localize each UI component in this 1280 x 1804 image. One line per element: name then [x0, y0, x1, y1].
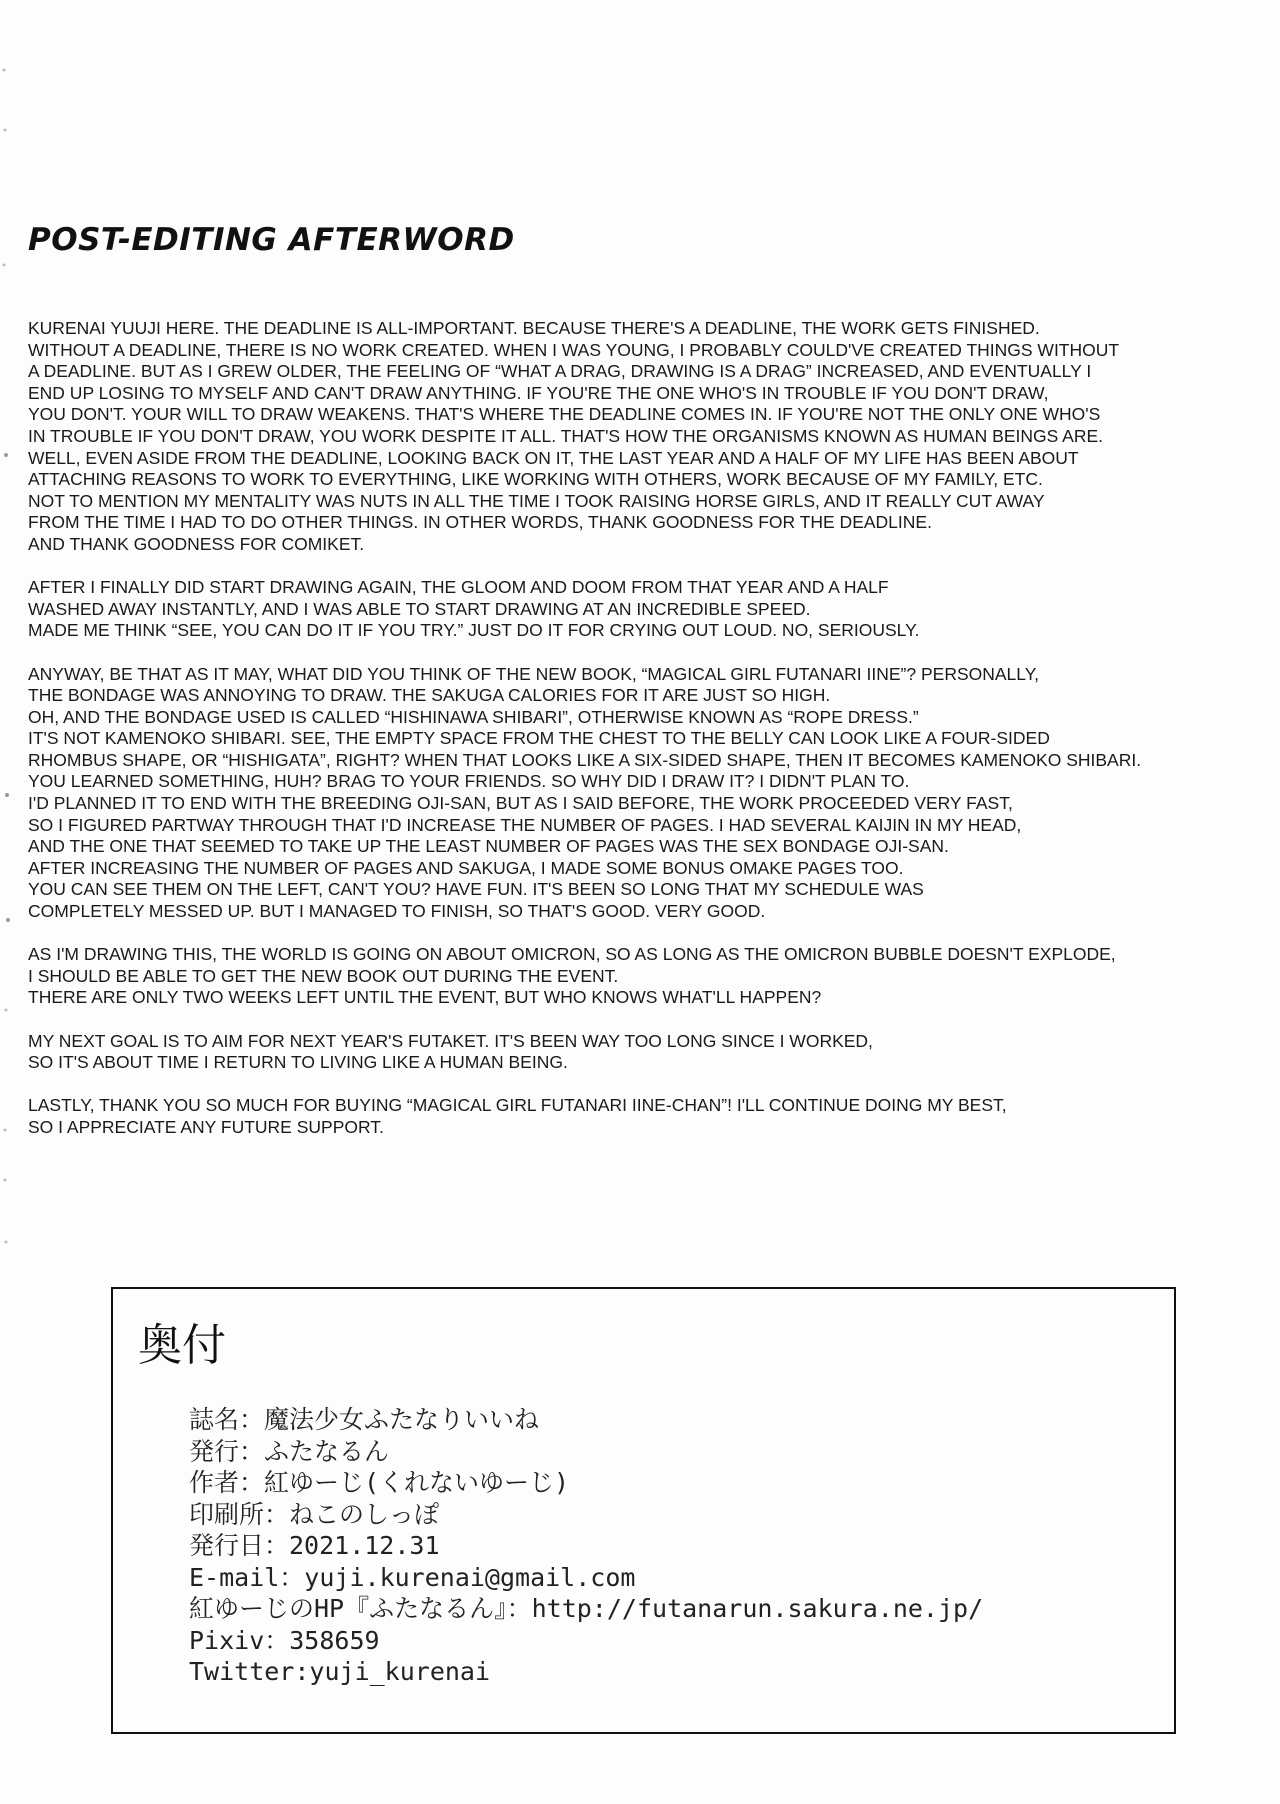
text-line: I SHOULD BE ABLE TO GET THE NEW BOOK OUT DURING THE EVENT.: [28, 965, 619, 986]
text-line: AND THE ONE THAT SEEMED TO TAKE UP THE LEAST NUMBER OF PAGES WAS THE SEX BONDAGE OJI-SAN.: [28, 836, 949, 857]
colophon-title-line: 誌名：魔法少女ふたなりいいね: [189, 1405, 540, 1434]
margin-specks: [0, 0, 20, 1804]
text-line: IN TROUBLE IF YOU DON'T DRAW, YOU WORK DESPITE IT ALL. THAT'S HOW THE ORGANISMS KNOWN AS HUMAN BEINGS ARE.: [28, 425, 1104, 446]
colophon-box: [111, 1287, 1176, 1734]
text-line: ATTACHING REASONS TO WORK TO EVERYTHING, LIKE WORKING WITH OTHERS, WORK BECAUSE OF MY FAMILY, ETC.: [28, 469, 1043, 490]
afterword-paragraph-5: [28, 1031, 1253, 1074]
text-line: COMPLETELY MESSED UP. BUT I MANAGED TO FINISH, SO THAT'S GOOD. VERY GOOD.: [28, 901, 766, 922]
afterword-title: POST-EDITING AFTERWORD: [28, 222, 515, 258]
afterword-paragraph-6: [28, 1095, 1253, 1138]
text-line: WASHED AWAY INSTANTLY, AND I WAS ABLE TO START DRAWING AT AN INCREDIBLE SPEED.: [28, 598, 811, 619]
text-line: A DEADLINE. BUT AS I GREW OLDER, THE FEELING OF “WHAT A DRAG, DRAWING IS A DRAG” INCREASED, AND EVENTUALLY I: [28, 361, 1092, 382]
text-line: YOU DON'T. YOUR WILL TO DRAW WEAKENS. THAT'S WHERE THE DEADLINE COMES IN. IF YOU'RE NOT THE ONLY ONE WHO'S: [28, 404, 1101, 425]
text-line: SO I FIGURED PARTWAY THROUGH THAT I'D INCREASE THE NUMBER OF PAGES. I HAD SEVERAL KAIJIN IN MY HEAD,: [28, 814, 1022, 835]
text-line: NOT TO MENTION MY MENTALITY WAS NUTS IN ALL THE TIME I TOOK RAISING HORSE GIRLS, AND IT REALLY CUT AWAY: [28, 490, 1045, 511]
afterword-paragraph-3: [28, 664, 1253, 923]
colophon-author-line: 作者：紅ゆーじ(くれないゆーじ): [189, 1468, 570, 1497]
text-line: WELL, EVEN ASIDE FROM THE DEADLINE, LOOKING BACK ON IT, THE LAST YEAR AND A HALF OF MY LIFE HAS BEEN ABOUT: [28, 447, 1079, 468]
text-line: I'D PLANNED IT TO END WITH THE BREEDING OJI-SAN, BUT AS I SAID BEFORE, THE WORK PROCEEDED VERY FAST,: [28, 793, 1013, 814]
colophon-twitter-line: Twitter:yuji_kurenai: [189, 1657, 491, 1686]
text-line: THERE ARE ONLY TWO WEEKS LEFT UNTIL THE EVENT, BUT WHO KNOWS WHAT'LL HAPPEN?: [28, 987, 822, 1008]
colophon-heading: 奥付: [138, 1320, 226, 1371]
afterword-paragraph-1: [28, 318, 1253, 556]
text-line: LASTLY, THANK YOU SO MUCH FOR BUYING “MAGICAL GIRL FUTANARI IINE-CHAN”! I'LL CONTINUE DOING MY BEST,: [28, 1095, 1007, 1116]
text-line: YOU LEARNED SOMETHING, HUH? BRAG TO YOUR FRIENDS. SO WHY DID I DRAW IT? I DIDN'T PLAN TO.: [28, 771, 910, 792]
colophon-homepage-line: 紅ゆーじのHP『ふたなるん』：http://futanarun.sakura.ne.jp/: [189, 1594, 984, 1623]
text-line: OH, AND THE BONDAGE USED IS CALLED “HISHINAWA SHIBARI”, OTHERWISE KNOWN AS “ROPE DRESS.”: [28, 706, 919, 727]
text-line: MADE ME THINK “SEE, YOU CAN DO IT IF YOU TRY.” JUST DO IT FOR CRYING OUT LOUD. NO, SERIOUSLY.: [28, 620, 920, 641]
text-line: MY NEXT GOAL IS TO AIM FOR NEXT YEAR'S FUTAKET. IT'S BEEN WAY TOO LONG SINCE I WORKED,: [28, 1030, 873, 1051]
text-line: THE BONDAGE WAS ANNOYING TO DRAW. THE SAKUGA CALORIES FOR IT ARE JUST SO HIGH.: [28, 685, 831, 706]
text-line: END UP LOSING TO MYSELF AND CAN'T DRAW ANYTHING. IF YOU'RE THE ONE WHO'S IN TROUBLE IF YOU DON'T DRAW,: [28, 382, 1049, 403]
text-line: ANYWAY, BE THAT AS IT MAY, WHAT DID YOU THINK OF THE NEW BOOK, “MAGICAL GIRL FUTANARI IINE”? PERSONALLY,: [28, 663, 1040, 684]
colophon-publisher-line: 発行：ふたなるん: [189, 1436, 390, 1466]
text-line: FROM THE TIME I HAD TO DO OTHER THINGS. IN OTHER WORDS, THANK GOODNESS FOR THE DEADLINE.: [28, 512, 932, 533]
text-line: SO IT'S ABOUT TIME I RETURN TO LIVING LIKE A HUMAN BEING.: [28, 1052, 568, 1073]
colophon-printer-line: 印刷所：ねこのしっぽ: [189, 1499, 440, 1529]
text-line: WITHOUT A DEADLINE, THERE IS NO WORK CREATED. WHEN I WAS YOUNG, I PROBABLY COULD'VE CREATED THINGS WITHOUT: [28, 339, 1120, 360]
afterword-body: [28, 318, 1253, 1160]
text-line: AFTER I FINALLY DID START DRAWING AGAIN, THE GLOOM AND DOOM FROM THAT YEAR AND A HALF: [28, 577, 889, 598]
text-line: KURENAI YUUJI HERE. THE DEADLINE IS ALL-IMPORTANT. BECAUSE THERE'S A DEADLINE, THE WORK GETS FINISHED.: [28, 318, 1040, 338]
colophon-email-line: E-mail：yuji.kurenai@gmail.com: [189, 1562, 636, 1592]
afterword-paragraph-2: [28, 577, 1253, 642]
text-line: AND THANK GOODNESS FOR COMIKET.: [28, 533, 365, 554]
afterword-paragraph-4: [28, 944, 1253, 1009]
text-line: SO I APPRECIATE ANY FUTURE SUPPORT.: [28, 1116, 384, 1137]
text-line: AS I'M DRAWING THIS, THE WORLD IS GOING ON ABOUT OMICRON, SO AS LONG AS THE OMICRON BUBBLE DOESN'T EXPLODE,: [28, 944, 1116, 965]
colophon-date-line: 発行日：2021.12.31: [189, 1531, 440, 1560]
colophon-list: [189, 1404, 983, 1688]
text-line: YOU CAN SEE THEM ON THE LEFT, CAN'T YOU? HAVE FUN. IT'S BEEN SO LONG THAT MY SCHEDULE WAS: [28, 879, 924, 900]
colophon-pixiv-line: Pixiv：358659: [189, 1625, 380, 1655]
text-line: AFTER INCREASING THE NUMBER OF PAGES AND SAKUGA, I MADE SOME BONUS OMAKE PAGES TOO.: [28, 857, 904, 878]
text-line: RHOMBUS SHAPE, OR “HISHIGATA”, RIGHT? WHEN THAT LOOKS LIKE A SIX-SIDED SHAPE, THEN IT BECOMES KAMENOKO SHIBARI.: [28, 749, 1142, 770]
text-line: IT'S NOT KAMENOKO SHIBARI. SEE, THE EMPTY SPACE FROM THE CHEST TO THE BELLY CAN LOOK LIKE A FOUR-SIDED: [28, 728, 1050, 749]
